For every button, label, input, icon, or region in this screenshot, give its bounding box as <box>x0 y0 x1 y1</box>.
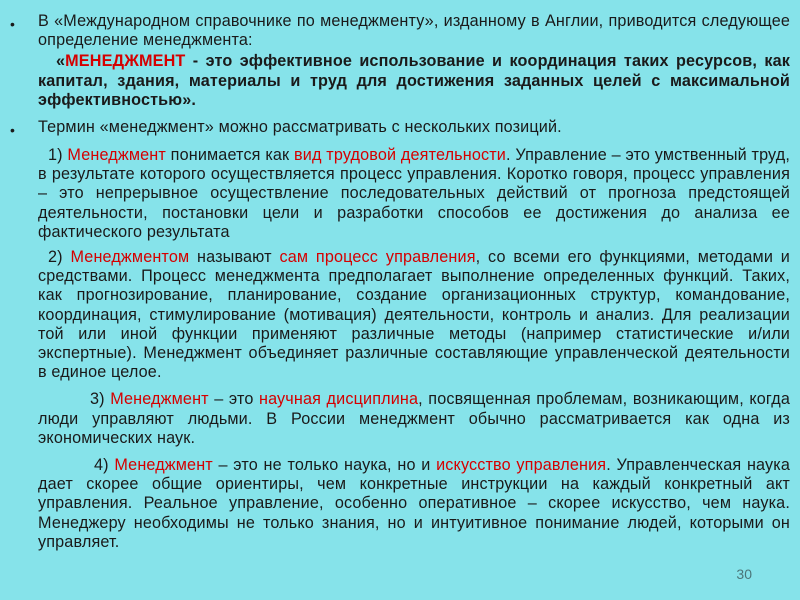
item-3-highlight: научная дисциплина <box>259 390 419 409</box>
item-1 <box>38 146 790 242</box>
item-2 <box>38 248 790 382</box>
item-4-text-a: – это не только наука, но и <box>212 456 437 475</box>
item-4-term: Менеджмент <box>114 456 213 475</box>
item-3-term: Менеджмент <box>110 390 209 409</box>
item-2-number: 2) <box>48 248 71 267</box>
term-intro-text: Термин «менеджмент» можно рассматривать с нескольких позиций. <box>38 118 562 137</box>
item-1-text-b: . Управление – это умственный труд, в результате которого осуществляется процесс управления. Коротко говоря, процесс управления – это непрерывное осуществление последовательных действий от прогноза предстоящей деятельности, постановки цели и разработки способов ее достижения до анализа ее фактического результата <box>38 146 790 241</box>
definition-quote-open: « <box>56 52 66 71</box>
bullet-marker: • <box>10 122 15 139</box>
definition-term: МЕНЕДЖМЕНТ <box>65 52 186 71</box>
item-4 <box>38 456 790 552</box>
item-2-text-a: называют <box>189 248 280 267</box>
item-2-text-b: , со всеми его функциями, методами и средствами. Процесс менеджмента предполагает выполнение определенных функций. Таких, как прогнозирование, планирование, создание организационных структур, командование, координация, стимулирование (мотивация) деятельности, контроль и анализ. Для реализации той или иной функции применяют различные методы (например статистические и/или экспертные). Менеджмент объединяет различные составляющие управленческой деятельности в единое целое. <box>38 248 790 382</box>
item-3-text-b: , посвященная проблемам, возникающим, когда люди управляют людьми. В России менеджмент обычно рассматривается как одна из экономических наук. <box>38 390 790 447</box>
definition-rest: - это эффективное использование и координация таких ресурсов, как капитал, здания, материалы и труд для достижения заданных целей с максимальной эффективностью». <box>38 52 790 109</box>
item-3-number: 3) <box>90 390 111 409</box>
item-2-term: Менеджментом <box>70 248 190 267</box>
item-3-text-a: – это <box>208 390 259 409</box>
item-4-number: 4) <box>94 456 115 475</box>
item-3 <box>38 390 790 448</box>
slide-number: 30 <box>736 566 752 582</box>
intro-text: В «Международном справочнике по менеджменту», изданному в Англии, приводится следующее определение менеджмента: <box>38 12 790 50</box>
item-2-highlight: сам процесс управления <box>279 248 476 267</box>
definition-paragraph <box>38 52 790 110</box>
item-1-term: Менеджмент <box>67 146 166 165</box>
item-1-number: 1) <box>48 146 68 165</box>
bullet-intro <box>10 12 790 50</box>
bullet-marker: • <box>10 16 15 32</box>
bullet-term-intro <box>10 118 790 140</box>
item-4-highlight: искусство управления <box>436 456 607 475</box>
item-1-highlight: вид трудовой деятельности <box>294 146 506 165</box>
item-1-text-a: понимается как <box>165 146 295 165</box>
item-4-text-b: . Управленческая наука дает скорее общие ориентиры, чем конкретные инструкции на каждый конкретный акт управления. Реальное управление, особенно оперативное – скорее искусство, чем наука. Менеджеру необходимы не только знания, но и интуитивное понимание людей, которыми он управляет. <box>38 456 790 551</box>
